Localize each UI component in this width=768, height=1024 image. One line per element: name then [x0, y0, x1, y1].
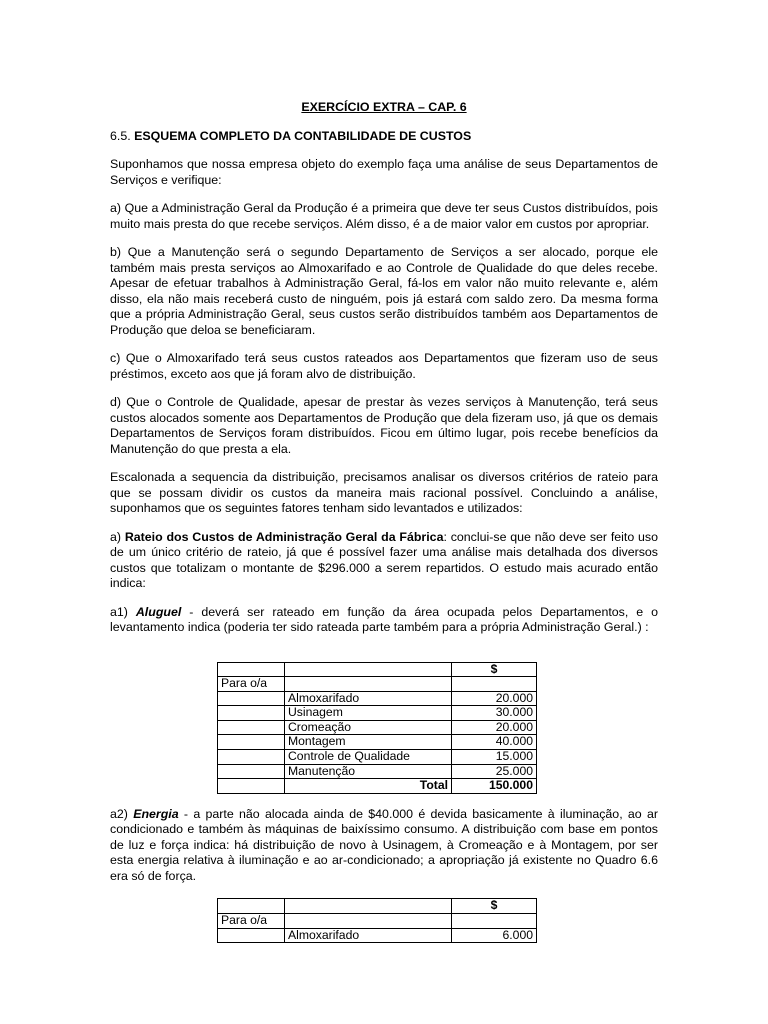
table-cell [452, 913, 537, 928]
dept-cell: Almoxarifado [285, 691, 452, 706]
item-b-paragraph: b) Que a Manutenção será o segundo Departamento de Serviços a ser alocado, porque ele também mais presta serviços ao Almoxarifado e ao Controle de Qualidade do que deles recebe. Apesar de efetuar trabalhos à Administração Geral, fá-los em valor não muito relevante e, além disso, ela não mais receberá custo de ninguém, pois já estará com saldo zero. Da mesma forma que a própria Administração Geral, seus custos serão distribuídos também aos Departamentos de Produção que deloa se beneficiaram. [110, 245, 658, 337]
para-label: Para o/a [218, 677, 285, 692]
value-cell: 40.000 [452, 735, 537, 750]
total-value: 150.000 [452, 779, 537, 794]
value-cell: 30.000 [452, 706, 537, 721]
table-cell [218, 706, 285, 721]
table-cell [218, 750, 285, 765]
para-label: Para o/a [218, 913, 285, 928]
aluguel-table [217, 662, 537, 794]
table-row [218, 691, 537, 706]
a1-paragraph [110, 605, 658, 636]
a2-prefix: a2) [110, 806, 134, 821]
a2-heading: Energia [133, 806, 179, 821]
table-row [218, 735, 537, 750]
a1-prefix: a1) [110, 604, 136, 619]
table-cell [285, 899, 452, 914]
table-cell [218, 662, 285, 677]
rateio-paragraph [110, 530, 658, 592]
table-cell [218, 928, 285, 943]
dept-cell: Almoxarifado [285, 928, 452, 943]
table-cell [285, 677, 452, 692]
table-row [218, 677, 537, 692]
page-title: EXERCÍCIO EXTRA – CAP. 6 [301, 100, 467, 114]
table-row [218, 750, 537, 765]
value-cell: 20.000 [452, 720, 537, 735]
table-cell [452, 677, 537, 692]
table-cell [218, 764, 285, 779]
table-row [218, 913, 537, 928]
value-cell: 25.000 [452, 764, 537, 779]
currency-header: $ [452, 662, 537, 677]
table-cell [218, 720, 285, 735]
value-cell: 6.000 [452, 928, 537, 943]
table-total-row [218, 779, 537, 794]
escalonada-paragraph: Escalonada a sequencia da distribuição, precisamos analisar os diversos critérios de rateio para que se possam dividir os custos da maneira mais racional possível. Concluindo a análise, suponhamos que os seguintes fatores tenham sido levantados e utilizados: [110, 470, 658, 515]
table-row [218, 720, 537, 735]
item-c-paragraph: c) Que o Almoxarifado terá seus custos rateados aos Departamentos que fizeram uso de seus préstimos, exceto aos que já foram alvo de distribuição. [110, 351, 658, 381]
a2-text: - a parte não alocada ainda de $40.000 é devida basicamente à iluminação, ao ar condicionado e também às máquinas de baixíssimo consumo. A distribuição com base em pontos de luz e força indica: há distribuição de novo à Usinagem, à Cromeação e à Montagem, por ser esta energia relativa à iluminação e ao ar-condicionado; a apropriação já existente no Quadro 6.6 era só de força. [110, 806, 658, 883]
dept-cell: Cromeação [285, 720, 452, 735]
section-number: 6.5. [110, 128, 131, 143]
a2-paragraph [110, 807, 658, 885]
table-row [218, 928, 537, 943]
intro-paragraph: Suponhamos que nossa empresa objeto do exemplo faça uma análise de seus Departamentos de Serviços e verifique: [110, 157, 658, 187]
section-heading [110, 129, 658, 145]
currency-header: $ [452, 899, 537, 914]
rateio-prefix: a) [110, 529, 125, 544]
table-cell [218, 691, 285, 706]
item-d-paragraph: d) Que o Controle de Qualidade, apesar de prestar às vezes serviços à Manutenção, terá seus custos alocados somente aos Departamentos de Produção que dela fizeram uso, já que os demais Departamentos de Serviços foram distribuídos. Ficou em último lugar, pois recebe benefícios da Manutenção do que presta a ela. [110, 395, 658, 456]
table-cell [218, 899, 285, 914]
table-header-row [218, 662, 537, 677]
table-cell [218, 735, 285, 750]
a1-heading: Aluguel [135, 604, 182, 619]
dept-cell: Controle de Qualidade [285, 750, 452, 765]
table-row [218, 706, 537, 721]
item-a-paragraph: a) Que a Administração Geral da Produção é a primeira que deve ter seus Custos distribuídos, pois muito mais presta do que recebe serviços. Além disso, é a de maior valor em custos por apropriar. [110, 201, 658, 231]
energia-table [217, 898, 537, 943]
table-cell [218, 779, 285, 794]
value-cell: 15.000 [452, 750, 537, 765]
table-cell [285, 913, 452, 928]
dept-cell: Usinagem [285, 706, 452, 721]
table-header-row [218, 899, 537, 914]
dept-cell: Manutenção [285, 764, 452, 779]
rateio-heading: Rateio dos Custos de Administração Geral da Fábrica [124, 529, 444, 544]
rateio-text: : conclui-se que não deve ser feito uso de um único critério de rateio, já que é possível fazer uma análise mais detalhada dos diversos custos que totalizam o montante de $296.000 a serem repartidos. O estudo mais acurado então indica: [110, 529, 658, 590]
table-row [218, 764, 537, 779]
section-title: ESQUEMA COMPLETO DA CONTABILIDADE DE CUSTOS [134, 128, 472, 143]
total-label: Total [285, 779, 452, 794]
value-cell: 20.000 [452, 691, 537, 706]
dept-cell: Montagem [285, 735, 452, 750]
table-cell [285, 662, 452, 677]
a1-text: - deverá ser rateado em função da área ocupada pelos Departamentos, e o levantamento indica (poderia ter sido rateada parte também para a própria Administração Geral.) : [110, 604, 658, 634]
